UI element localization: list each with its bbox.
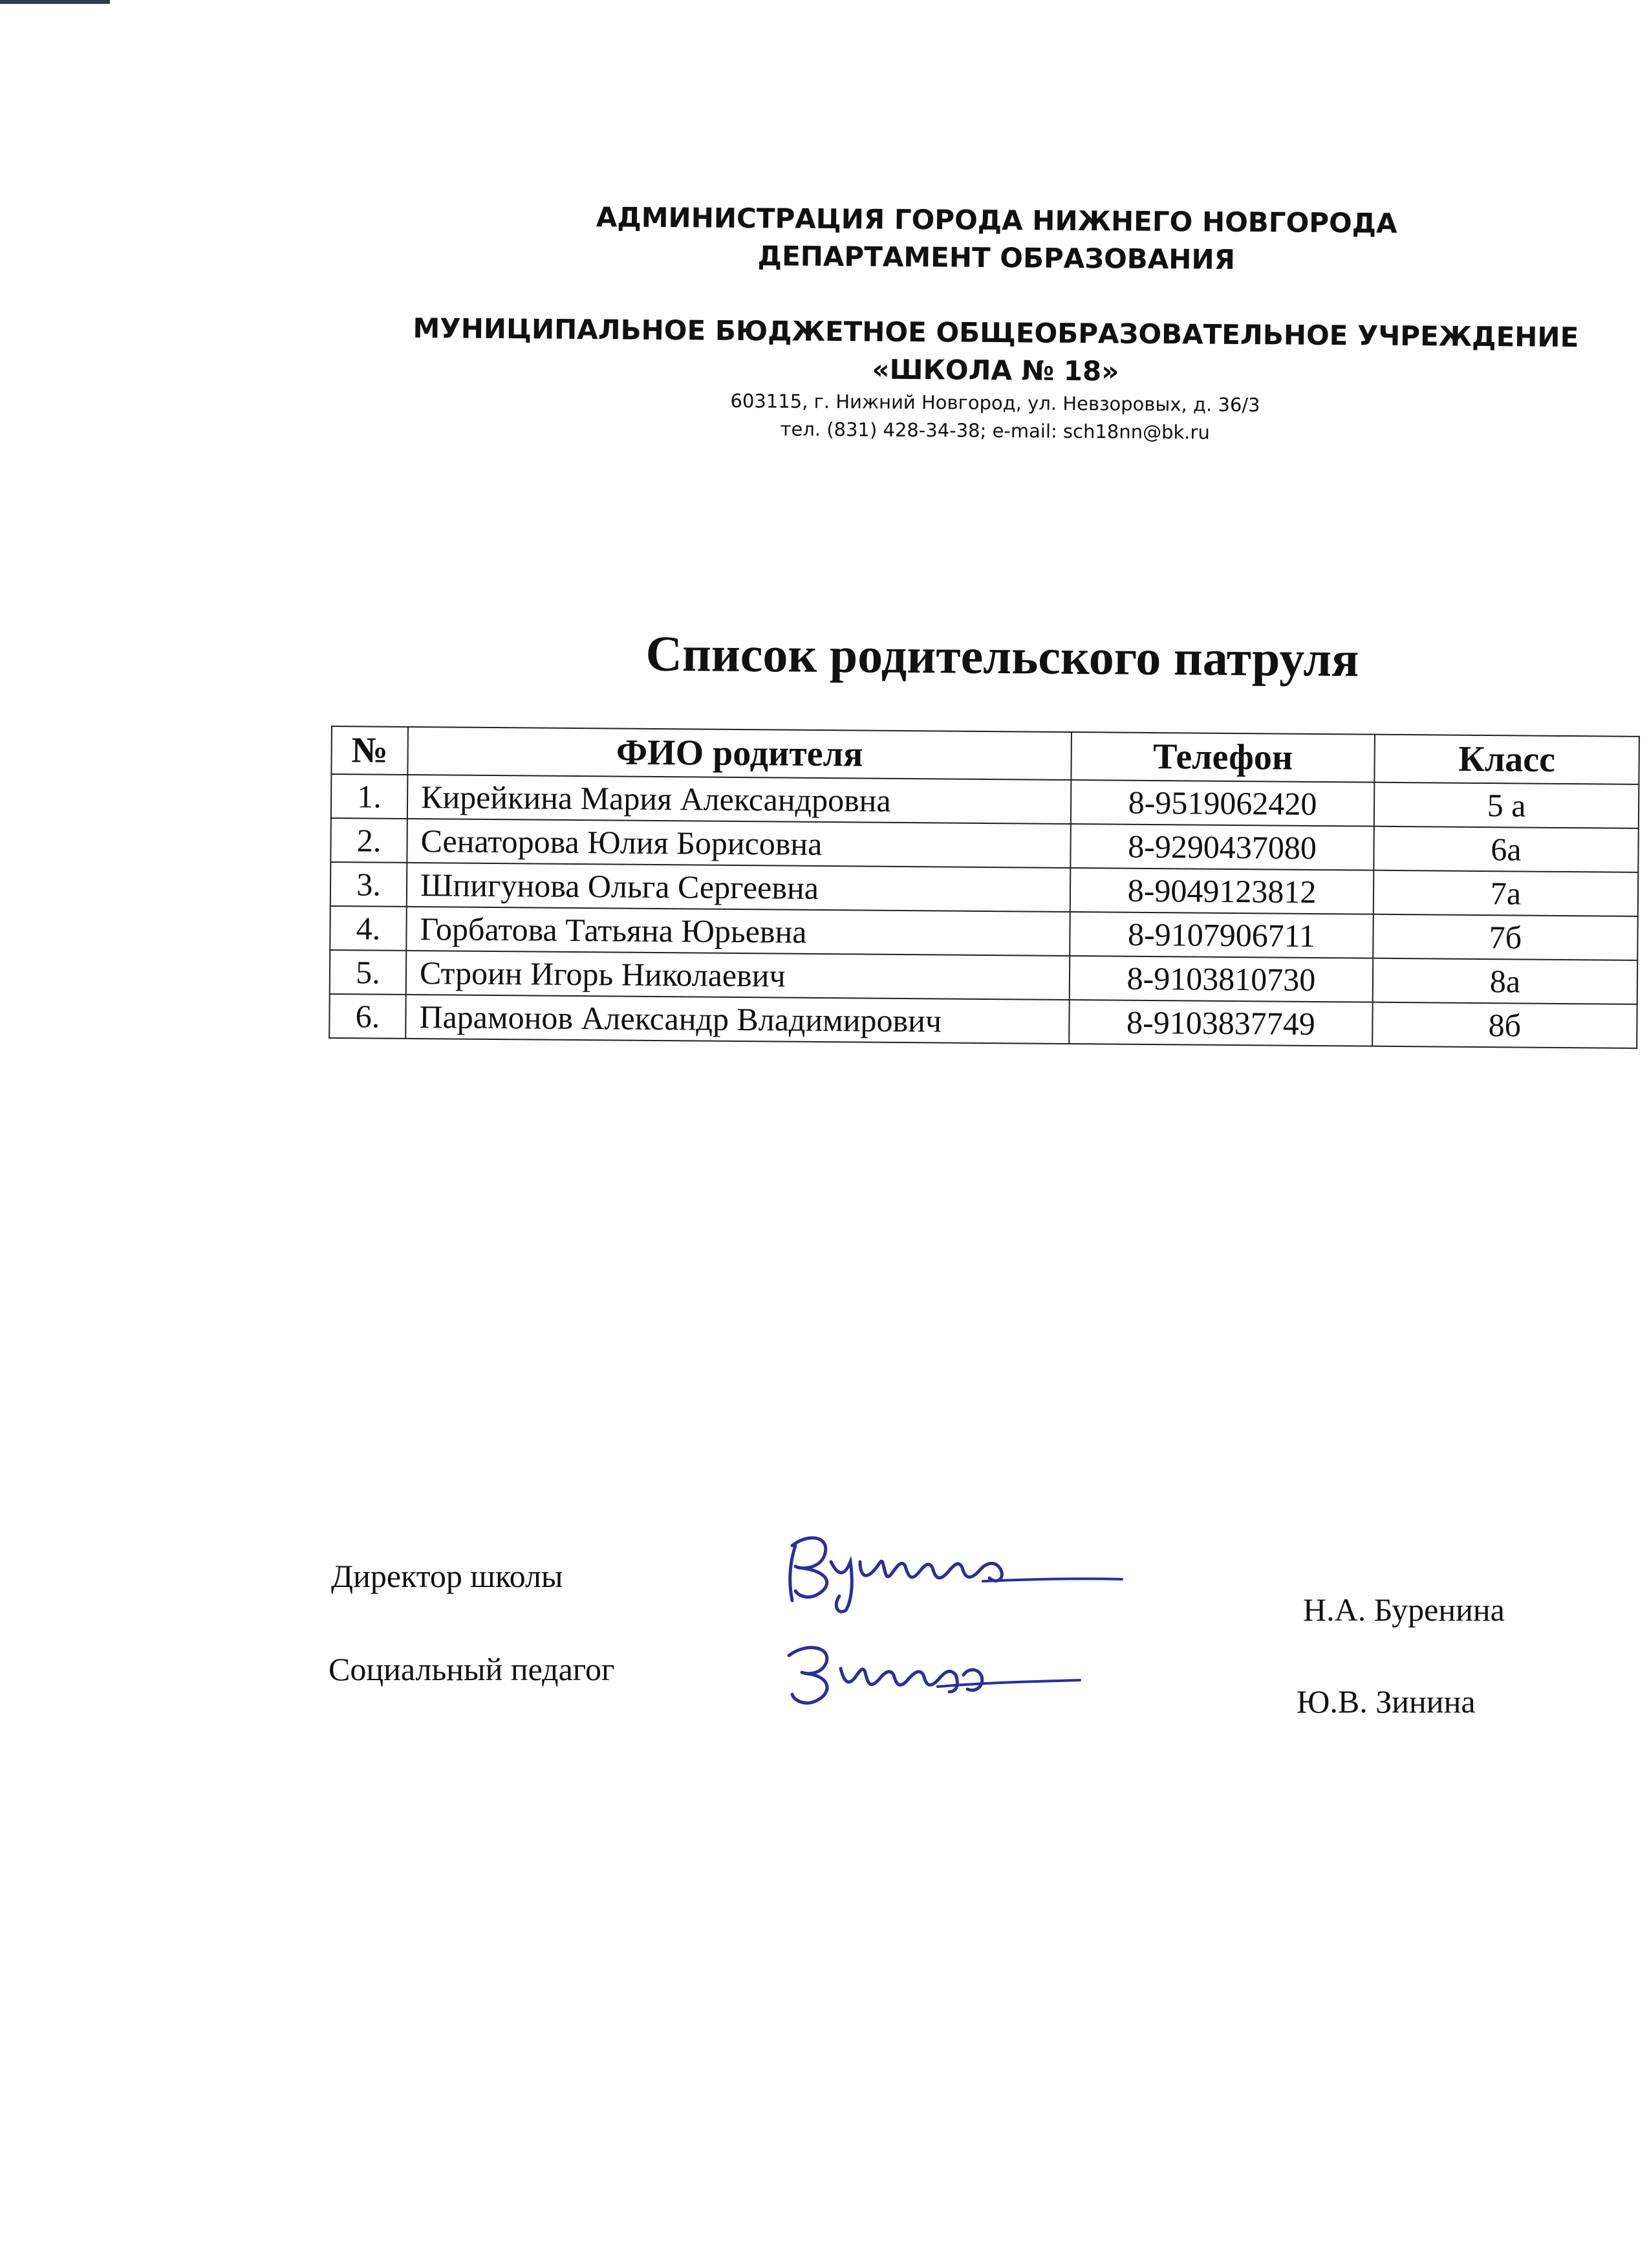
- header-phone: Телефон: [1071, 732, 1375, 783]
- row-number: 2.: [330, 818, 407, 863]
- letterhead-contacts: тел. (831) 428-34-38; e-mail: sch18nn@bk.ru: [780, 418, 1210, 444]
- patrol-table: [329, 726, 1640, 1049]
- row-fio: Горбатова Татьяна Юрьевна: [406, 907, 1070, 956]
- letterhead-administration: АДМИНИСТРАЦИЯ ГОРОДА НИЖНЕГО НОВГОРОДА: [596, 201, 1397, 239]
- header-number: №: [331, 726, 408, 775]
- director-signature-icon: [770, 1520, 1132, 1617]
- director-role: Директор школы: [331, 1558, 563, 1594]
- row-phone: 8-9290437080: [1070, 824, 1374, 870]
- row-phone: 8-9107906711: [1070, 912, 1374, 958]
- row-fio: Шпигунова Ольга Сергеевна: [407, 863, 1071, 912]
- table-row: [329, 994, 1637, 1048]
- row-number: 4.: [330, 906, 407, 951]
- pedagog-name: Ю.В. Зинина: [1297, 1683, 1476, 1720]
- row-fio: Сенаторова Юлия Борисовна: [407, 819, 1071, 868]
- header-class: Класс: [1374, 735, 1639, 784]
- scan-edge-mark: [0, 0, 110, 4]
- patrol-table-wrapper: [329, 726, 1640, 1049]
- row-class: 6а: [1374, 826, 1639, 872]
- row-class: 5 а: [1374, 783, 1639, 828]
- page-title: Список родительского патруля: [645, 625, 1359, 687]
- letterhead-address: 603115, г. Нижний Новгород, ул. Невзоровых, д. 36/3: [730, 389, 1260, 416]
- row-fio: Строин Игорь Николаевич: [406, 951, 1070, 1000]
- letterhead-institution: МУНИЦИПАЛЬНОЕ БЮДЖЕТНОЕ ОБЩЕОБРАЗОВАТЕЛЬНОЕ УЧРЕЖДЕНИЕ: [413, 312, 1579, 354]
- row-class: 8а: [1373, 958, 1638, 1004]
- row-phone: 8-9103837749: [1069, 1000, 1373, 1046]
- row-class: 7а: [1374, 870, 1639, 916]
- row-class: 8б: [1372, 1002, 1637, 1048]
- letterhead: [400, 197, 1592, 449]
- row-number: 6.: [329, 994, 406, 1039]
- row-phone: 8-9103810730: [1070, 956, 1374, 1002]
- row-number: 1.: [331, 774, 408, 819]
- letterhead-department: ДЕПАРТАМЕНТ ОБРАЗОВАНИЯ: [757, 240, 1236, 275]
- letterhead-school-name: «ШКОЛА № 18»: [872, 353, 1119, 387]
- header-fio: ФИО родителя: [407, 727, 1072, 780]
- row-number: 3.: [330, 862, 407, 907]
- row-fio: Парамонов Александр Владимирович: [405, 995, 1070, 1044]
- row-class: 7б: [1373, 914, 1638, 960]
- pedagog-signature-icon: [776, 1630, 1086, 1720]
- row-fio: Кирейкина Мария Александровна: [407, 775, 1072, 824]
- director-name: Н.А. Буренина: [1303, 1592, 1505, 1628]
- row-number: 5.: [330, 950, 407, 995]
- row-phone: 8-9049123812: [1070, 868, 1374, 914]
- row-phone: 8-9519062420: [1071, 780, 1375, 826]
- pedagog-role: Социальный педагог: [329, 1651, 615, 1687]
